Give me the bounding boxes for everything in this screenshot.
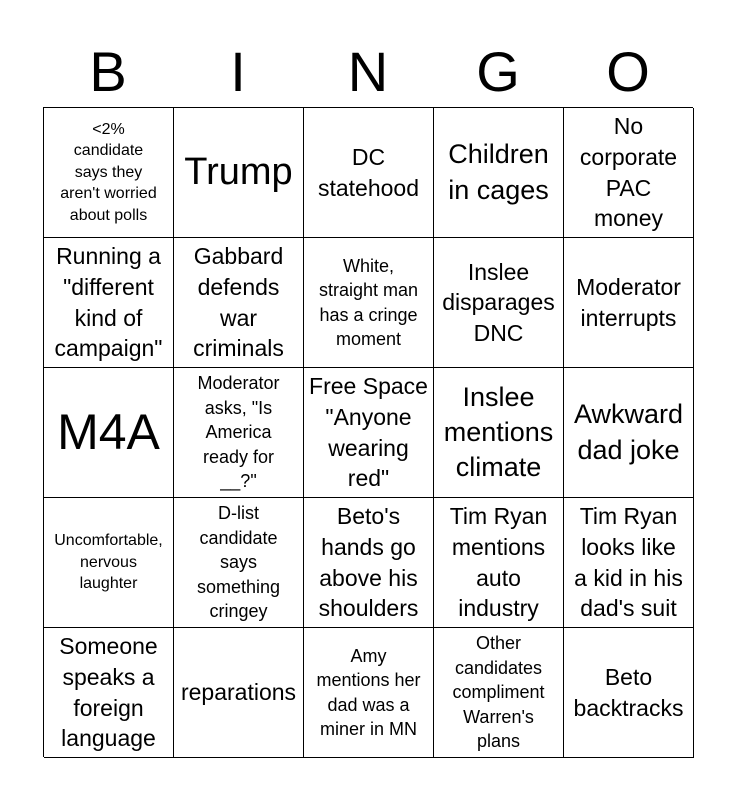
cell-text: reparations xyxy=(180,679,297,706)
bingo-cell[interactable] xyxy=(564,498,694,628)
bingo-board xyxy=(43,107,693,757)
cell-text: Moderator asks, "Is America ready for __?" xyxy=(197,373,280,492)
bingo-cell[interactable] xyxy=(44,498,174,628)
cell-text: Amy mentions her dad was a miner in MN xyxy=(316,645,421,739)
bingo-cell[interactable] xyxy=(174,368,304,498)
bingo-cell[interactable] xyxy=(44,238,174,368)
bingo-cell[interactable] xyxy=(434,368,564,498)
bingo-cell[interactable] xyxy=(44,108,174,238)
cell-text: Beto backtracks xyxy=(573,663,684,721)
bingo-cell[interactable] xyxy=(564,628,694,758)
cell-text: Children in cages xyxy=(448,139,549,205)
bingo-cell[interactable] xyxy=(434,498,564,628)
cell-text: Moderator interrupts xyxy=(576,273,681,331)
cell-text: Free Space "Anyone wearing red" xyxy=(309,373,428,492)
cell-text: Trump xyxy=(184,150,293,193)
cell-text: D-list candidate says something cringey xyxy=(196,503,281,622)
cell-text: <2% candidate says they aren't worried about polls xyxy=(60,120,157,224)
cell-text: Uncomfortable, nervous laughter xyxy=(54,532,163,593)
header-letter-o: O xyxy=(606,40,650,103)
cell-text: Tim Ryan looks like a kid in his dad's suit xyxy=(574,503,683,622)
cell-text: Running a "different kind of campaign" xyxy=(54,243,163,362)
bingo-cell[interactable] xyxy=(434,628,564,758)
bingo-cell[interactable] xyxy=(434,108,564,238)
bingo-cell[interactable] xyxy=(304,628,434,758)
bingo-cell[interactable] xyxy=(564,368,694,498)
cell-text: Tim Ryan mentions auto industry xyxy=(449,503,548,622)
cell-text: DC statehood xyxy=(317,143,420,201)
cell-text: No corporate PAC money xyxy=(579,113,678,232)
header-letter-n: N xyxy=(347,40,389,103)
bingo-cell[interactable] xyxy=(174,498,304,628)
bingo-cell[interactable] xyxy=(44,368,174,498)
header-letter-g: G xyxy=(476,40,520,103)
bingo-cell[interactable] xyxy=(564,238,694,368)
bingo-cell[interactable] xyxy=(304,498,434,628)
header-letter-i: I xyxy=(230,40,246,103)
bingo-cell[interactable] xyxy=(174,238,304,368)
bingo-cell[interactable] xyxy=(174,108,304,238)
cell-text: Someone speaks a foreign language xyxy=(59,633,158,752)
cell-text: White, straight man has a cringe moment xyxy=(318,255,419,349)
cell-text: Beto's hands go above his shoulders xyxy=(318,503,419,622)
bingo-cell[interactable] xyxy=(434,238,564,368)
cell-text: M4A xyxy=(57,404,160,460)
bingo-cell[interactable] xyxy=(564,108,694,238)
cell-text: Gabbard defends war criminals xyxy=(193,243,284,362)
bingo-header xyxy=(43,40,693,104)
bingo-cell[interactable] xyxy=(174,628,304,758)
cell-text: Other candidates compliment Warren's plans xyxy=(452,633,545,752)
cell-text: Inslee mentions climate xyxy=(443,381,554,483)
cell-text: Inslee disparages DNC xyxy=(442,258,555,346)
bingo-cell[interactable] xyxy=(304,238,434,368)
free-space-cell[interactable] xyxy=(304,368,434,498)
bingo-cell[interactable] xyxy=(304,108,434,238)
bingo-cell[interactable] xyxy=(44,628,174,758)
cell-text: Awkward dad joke xyxy=(573,399,684,465)
header-letter-b: B xyxy=(89,40,127,103)
